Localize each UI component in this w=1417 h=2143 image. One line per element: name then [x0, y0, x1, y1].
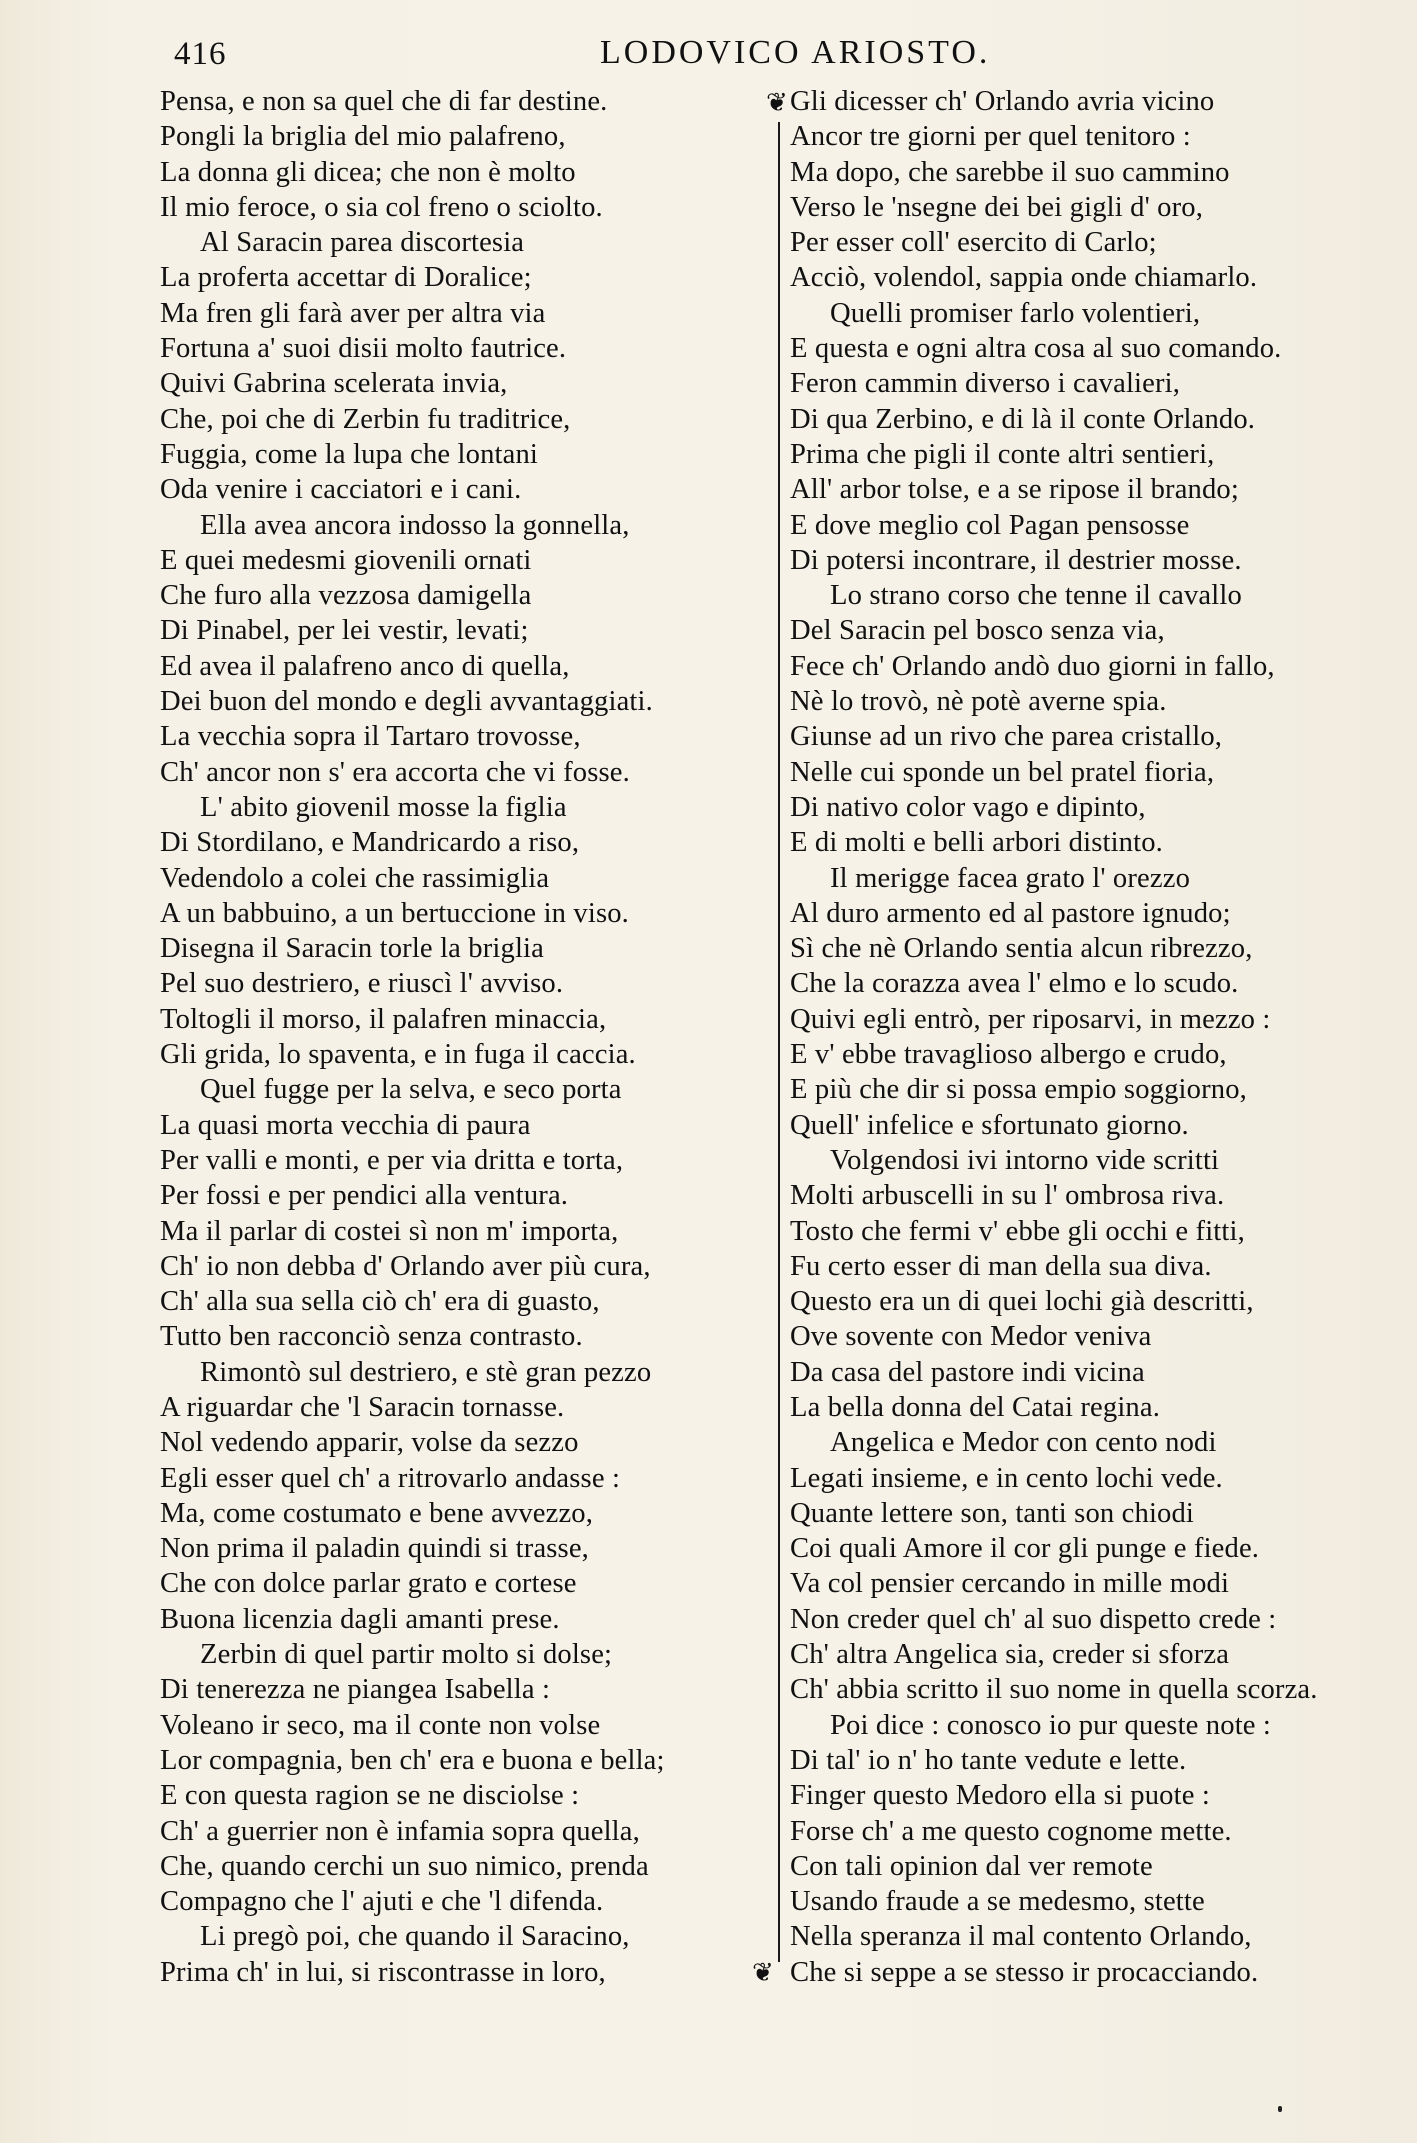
verse-line: Usando fraude a se medesmo, stette: [790, 1886, 1205, 1918]
verse-line: Tosto che fermi v' ebbe gli occhi e fitti,: [790, 1215, 1245, 1247]
verse-line: E di molti e belli arbori distinto.: [790, 827, 1163, 859]
verse-line: La quasi morta vecchia di paura: [160, 1109, 531, 1141]
verse-line: Pongli la briglia del mio palafreno,: [160, 121, 566, 153]
verse-line: All' arbor tolse, e a se ripose il brando;: [790, 474, 1239, 506]
verse-line: Ella avea ancora indosso la gonnella,: [200, 509, 630, 541]
verse-line: Tutto ben racconciò senza contrasto.: [160, 1321, 583, 1353]
print-speck: [1278, 2106, 1282, 2112]
verse-line: Rimontò sul destriero, e stè gran pezzo: [200, 1356, 652, 1388]
page-header: [170, 28, 1230, 78]
verse-line: Di Stordilano, e Mandricardo a riso,: [160, 827, 580, 859]
verse-line: La bella donna del Catai regina.: [790, 1391, 1161, 1423]
right-column: [790, 84, 1400, 1990]
verse-line: Con tali opinion dal ver remote: [790, 1850, 1153, 1882]
verse-line: Ma, come costumato e bene avvezzo,: [160, 1497, 594, 1529]
verse-line: Ch' abbia scritto il suo nome in quella scorza.: [790, 1674, 1318, 1706]
verse-line: Che la corazza avea l' elmo e lo scudo.: [790, 968, 1239, 1000]
verse-line: E dove meglio col Pagan pensosse: [790, 509, 1190, 541]
verse-line: Prima ch' in lui, si riscontrasse in loro,: [160, 1956, 606, 1988]
verse-line: Per fossi e per pendici alla ventura.: [160, 1180, 569, 1212]
verse-line: Egli esser quel ch' a ritrovarlo andasse :: [160, 1462, 621, 1494]
verse-line: Ch' alla sua sella ciò ch' era di guasto,: [160, 1286, 600, 1318]
verse-line: Acciò, volendol, sappia onde chiamarlo.: [790, 262, 1258, 294]
verse-line: E più che dir si possa empio soggiorno,: [790, 1074, 1247, 1106]
verse-line: Ch' ancor non s' era accorta che vi fosse.: [160, 756, 630, 788]
verse-line: Che si seppe a se stesso ir procacciando.: [790, 1956, 1259, 1988]
verse-line: Nelle cui sponde un bel pratel fioria,: [790, 756, 1215, 788]
verse-line: Voleano ir seco, ma il conte non volse: [160, 1709, 601, 1741]
verse-line: Per valli e monti, e per via dritta e torta,: [160, 1144, 624, 1176]
verse-line: Che, poi che di Zerbin fu traditrice,: [160, 403, 571, 435]
verse-line: Che, quando cerchi un suo nimico, prenda: [160, 1850, 649, 1882]
verse-line: Di nativo color vago e dipinto,: [790, 791, 1146, 823]
verse-line: Lor compagnia, ben ch' era e buona e bella;: [160, 1744, 665, 1776]
verse-line: Quelli promiser farlo volentieri,: [830, 297, 1201, 329]
verse-line: Di tal' io n' ho tante vedute e lette.: [790, 1744, 1187, 1776]
verse-line: Quell' infelice e sfortunato giorno.: [790, 1109, 1189, 1141]
verse-line: Non creder quel ch' al suo dispetto crede :: [790, 1603, 1277, 1635]
verse-line: Ed avea il palafreno anco di quella,: [160, 650, 570, 682]
verse-line: Ch' io non debba d' Orlando aver più cura,: [160, 1250, 651, 1282]
verse-line: Giunse ad un rivo che parea cristallo,: [790, 721, 1223, 753]
verse-line: Fuggia, come la lupa che lontani: [160, 438, 538, 470]
verse-line: Ch' altra Angelica sia, creder si sforza: [790, 1639, 1230, 1671]
verse-line: Fortuna a' suoi disii molto fautrice.: [160, 333, 567, 365]
verse-line: Feron cammin diverso i cavalieri,: [790, 368, 1181, 400]
verse-line: Nè lo trovò, nè potè averne spia.: [790, 686, 1167, 718]
verse-line: Di potersi incontrare, il destrier mosse.: [790, 544, 1242, 576]
verse-line: Verso le 'nsegne dei bei gigli d' oro,: [790, 191, 1204, 223]
verse-line: Buona licenzia dagli amanti prese.: [160, 1603, 560, 1635]
verse-line: Di tenerezza ne piangea Isabella :: [160, 1674, 551, 1706]
verse-line: Angelica e Medor con cento nodi: [830, 1427, 1217, 1459]
verse-line: L' abito giovenil mosse la figlia: [200, 791, 567, 823]
verse-line: La proferta accettar di Doralice;: [160, 262, 532, 294]
verse-line: Legati insieme, e in cento lochi vede.: [790, 1462, 1223, 1494]
verse-line: Ch' a guerrier non è infamia sopra quella,: [160, 1815, 640, 1847]
verse-line: Quante lettere son, tanti son chiodi: [790, 1497, 1195, 1529]
verse-line: Il merigge facea grato l' orezzo: [830, 862, 1191, 894]
verse-line: Toltogli il morso, il palafren minaccia,: [160, 1003, 607, 1035]
verse-line: Del Saracin pel bosco senza via,: [790, 615, 1165, 647]
verse-line: La donna gli dicea; che non è molto: [160, 156, 576, 188]
verse-line: Al duro armento ed al pastore ignudo;: [790, 897, 1231, 929]
verse-line: Va col pensier cercando in mille modi: [790, 1568, 1230, 1600]
verse-line: Non prima il paladin quindi si trasse,: [160, 1533, 589, 1565]
verse-line: Disegna il Saracin torle la briglia: [160, 933, 544, 965]
verse-line: Poi dice : conosco io pur queste note :: [830, 1709, 1272, 1741]
verse-line: E quei medesmi giovenili ornati: [160, 544, 532, 576]
column-divider: [778, 122, 780, 1962]
verse-line: Li pregò poi, che quando il Saracino,: [200, 1921, 630, 1953]
verse-line: La vecchia sopra il Tartaro trovosse,: [160, 721, 581, 753]
verse-line: Il mio feroce, o sia col freno o sciolto.: [160, 191, 603, 223]
verse-line: A riguardar che 'l Saracin tornasse.: [160, 1391, 565, 1423]
verse-line: Lo strano corso che tenne il cavallo: [830, 580, 1242, 612]
verse-line: Nella speranza il mal contento Orlando,: [790, 1921, 1252, 1953]
verse-line: Ma dopo, che sarebbe il suo cammino: [790, 156, 1230, 188]
page-number: 416: [174, 36, 227, 72]
ornament-fleuron-icon: ❦: [752, 1958, 774, 1988]
verse-line: Ma il parlar di costei sì non m' importa,: [160, 1215, 619, 1247]
verse-line: Oda venire i cacciatori e i cani.: [160, 474, 522, 506]
verse-line: Molti arbuscelli in su l' ombrosa riva.: [790, 1180, 1225, 1212]
verse-line: Per esser coll' esercito di Carlo;: [790, 227, 1157, 259]
verse-line: E con questa ragion se ne disciolse :: [160, 1780, 580, 1812]
ornament-fleuron-icon: ❦: [766, 88, 788, 118]
left-column: [160, 84, 770, 1990]
verse-line: Volgendosi ivi intorno vide scritti: [830, 1144, 1220, 1176]
verse-line: Ma fren gli farà aver per altra via: [160, 297, 546, 329]
verse-line: Che furo alla vezzosa damigella: [160, 580, 532, 612]
verse-line: Forse ch' a me questo cognome mette.: [790, 1815, 1232, 1847]
verse-line: Gli grida, lo spaventa, e in fuga il caccia.: [160, 1039, 636, 1071]
verse-line: Finger questo Medoro ella si puote :: [790, 1780, 1210, 1812]
verse-line: Nol vedendo apparir, volse da sezzo: [160, 1427, 579, 1459]
verse-line: Di qua Zerbino, e di là il conte Orlando.: [790, 403, 1256, 435]
verse-line: Ove sovente con Medor veniva: [790, 1321, 1152, 1353]
verse-line: Dei buon del mondo e degli avvantaggiati.: [160, 686, 653, 718]
verse-line: Che con dolce parlar grato e cortese: [160, 1568, 577, 1600]
verse-line: Questo era un di quei lochi già descritti,: [790, 1286, 1254, 1318]
verse-line: Di Pinabel, per lei vestir, levati;: [160, 615, 529, 647]
verse-line: E questa e ogni altra cosa al suo comando.: [790, 333, 1282, 365]
verse-line: Quel fugge per la selva, e seco porta: [200, 1074, 622, 1106]
verse-line: Fu certo esser di man della sua diva.: [790, 1250, 1212, 1282]
verse-line: A un babbuino, a un bertuccione in viso.: [160, 897, 629, 929]
verse-line: Pel suo destriero, e riuscì l' avviso.: [160, 968, 564, 1000]
verse-line: Fece ch' Orlando andò duo giorni in fallo,: [790, 650, 1275, 682]
verse-line: Gli dicesser ch' Orlando avria vicino: [790, 86, 1215, 117]
verse-line: Pensa, e non sa quel che di far destine.: [160, 86, 608, 117]
verse-line: Compagno che l' ajuti e che 'l difenda.: [160, 1886, 604, 1918]
verse-line: E v' ebbe travaglioso albergo e crudo,: [790, 1039, 1227, 1071]
verse-line: Sì che nè Orlando sentia alcun ribrezzo,: [790, 933, 1253, 965]
verse-line: Zerbin di quel partir molto si dolse;: [200, 1639, 613, 1671]
verse-line: Quivi egli entrò, per riposarvi, in mezzo :: [790, 1003, 1271, 1035]
running-title: LODOVICO ARIOSTO.: [600, 34, 991, 71]
verse-line: Vedendolo a colei che rassimiglia: [160, 862, 550, 894]
verse-line: Da casa del pastore indi vicina: [790, 1356, 1145, 1388]
verse-line: Coi quali Amore il cor gli punge e fiede.: [790, 1533, 1260, 1565]
verse-line: Al Saracin parea discortesia: [200, 227, 525, 259]
verse-line: Prima che pigli il conte altri sentieri,: [790, 438, 1215, 470]
verse-line: Quivi Gabrina scelerata invia,: [160, 368, 508, 400]
verse-line: Ancor tre giorni per quel tenitoro :: [790, 121, 1191, 153]
